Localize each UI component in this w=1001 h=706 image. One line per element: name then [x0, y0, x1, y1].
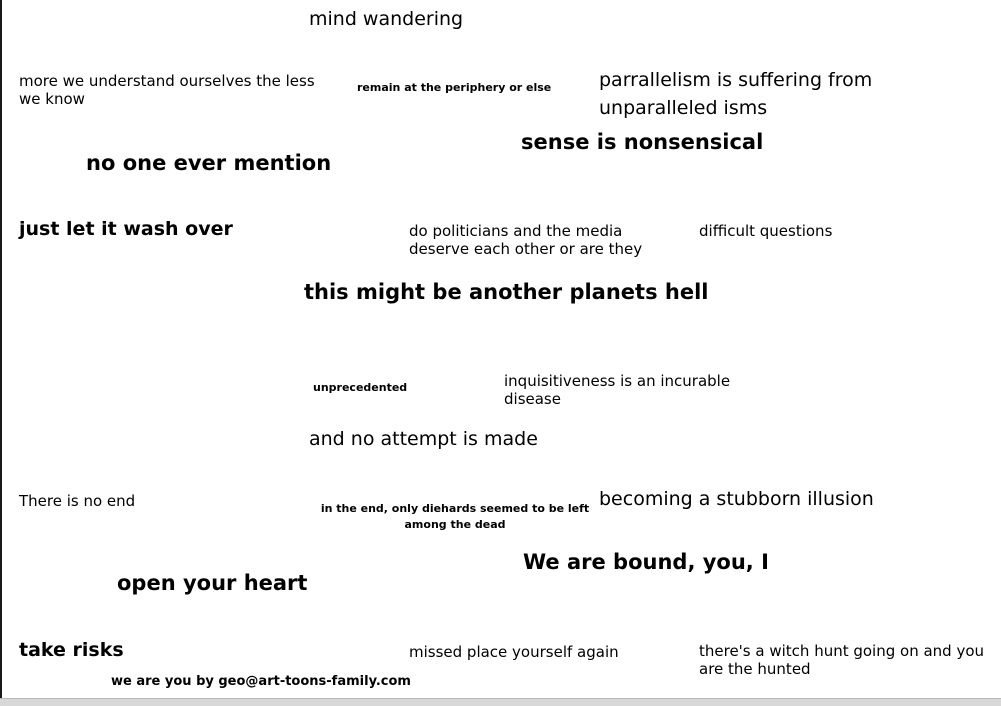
phrase-stubborn-illusion: becoming a stubborn illusion — [599, 488, 874, 510]
phrase-wash-over: just let it wash over — [19, 218, 233, 240]
phrase-more-we-understand: more we understand ourselves the less we know — [19, 72, 315, 109]
phrase-witch-hunt: there's a witch hunt going on and you are the hunted — [699, 642, 985, 679]
phrase-remain-periphery: remain at the periphery or else — [357, 81, 552, 94]
credit-line: we are you by geo@art-toons-family.com — [111, 674, 411, 689]
phrase-diehards-line2: among the dead — [404, 518, 506, 531]
phrase-we-are-bound: We are bound, you, I — [523, 550, 769, 574]
left-border — [0, 0, 2, 700]
phrase-no-end: There is no end — [19, 492, 136, 510]
phrase-take-risks: take risks — [19, 639, 124, 661]
phrase-parrallelism: parrallelism is suffering from unparalleled isms — [599, 69, 873, 119]
phrase-unprecedented: unprecedented — [313, 381, 408, 394]
phrase-difficult-questions: difficult questions — [699, 222, 833, 240]
phrase-no-attempt: and no attempt is made — [309, 428, 538, 450]
phrase-no-one-mention: no one ever mention — [86, 151, 332, 175]
phrase-mind-wandering: mind wandering — [309, 8, 464, 30]
phrase-sense-nonsensical: sense is nonsensical — [521, 130, 764, 154]
phrase-missed-place: missed place yourself again — [409, 643, 619, 661]
phrase-open-heart: open your heart — [117, 571, 308, 595]
phrase-inquisitiveness: inquisitiveness is an incurable disease — [504, 372, 731, 409]
phrase-politicians: do politicians and the media deserve each other or are they — [409, 222, 643, 259]
phrase-diehards — [316, 501, 594, 533]
phrase-diehards-line1: in the end, only diehards seemed to be left — [320, 502, 590, 515]
phrase-another-planets-hell: this might be another planets hell — [304, 280, 709, 304]
